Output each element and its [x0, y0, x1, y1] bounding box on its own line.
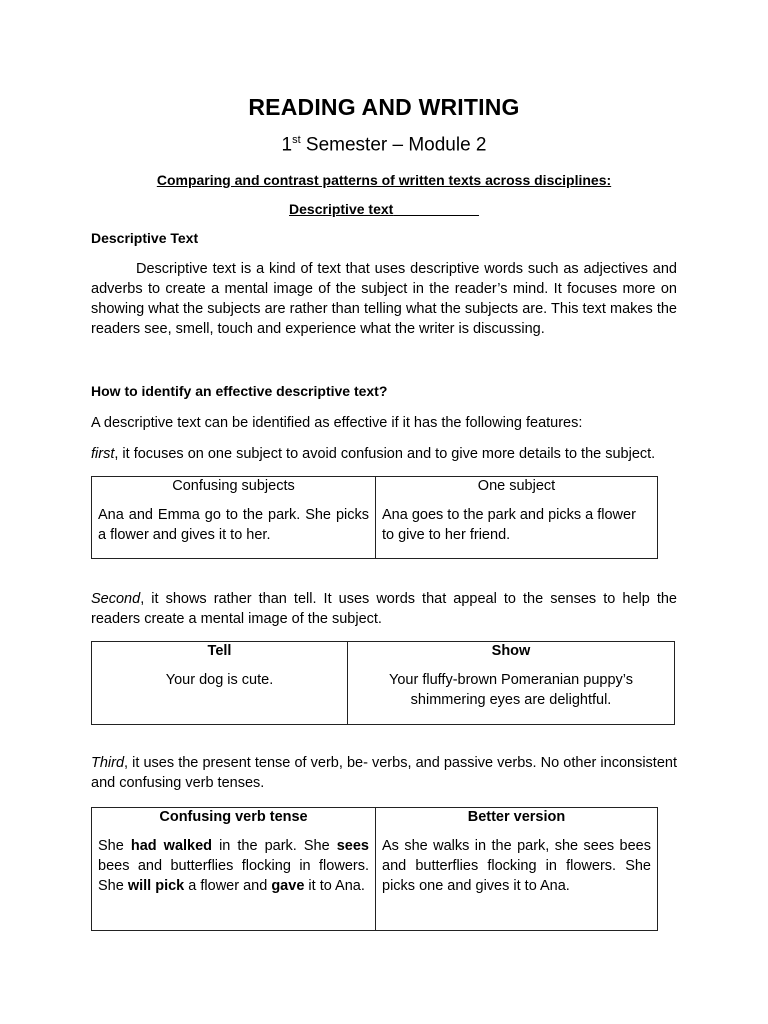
feature-first-text: , it focuses on one subject to avoid confusion and to give more details to the subject. [114, 446, 656, 462]
document-subtitle [0, 134, 768, 156]
feature-second [91, 589, 677, 629]
table-tell-cell: Your dog is cute. [165, 672, 274, 688]
verb-gave: gave [271, 878, 305, 894]
table-tell-show-col2 [348, 642, 675, 725]
document-title: READING AND WRITING [248, 94, 520, 120]
intro-paragraph: A descriptive text can be identified as effective if it has the following features: [91, 415, 583, 431]
feature-first-lead: first [91, 446, 115, 462]
table-subjects-header-1: Confusing subjects [166, 477, 301, 495]
topic-heading: Comparing and contrast patterns of written texts across disciplines: [156, 172, 612, 188]
table-subjects-col1 [92, 477, 376, 559]
table-verb-tense-cell-2: As she walks in the park, she sees bees and butterflies flocking in flowers. She picks one and gives it to Ana. [382, 838, 651, 894]
table-verb-tense-col1 [92, 808, 376, 931]
descriptive-text-paragraph: Descriptive text is a kind of text that uses descriptive words such as adjectives and adverbs to create a mental image of the subject in the reader’s mind. It focuses more on showing what the subjects are rather than telling what the subjects are. This text makes the readers see, smell, touch and experience what the writer is discussing. [91, 261, 677, 337]
verb-text-4: a flower and [184, 878, 272, 894]
verb-text-5: it to Ana. [304, 878, 365, 894]
section-heading-descriptive-text: Descriptive Text [91, 230, 199, 246]
table-subjects-cell-1: Ana and Emma go to the park. She picks a flower and gives it to her. [98, 507, 369, 543]
subtitle-text: Semester – Module 2 [300, 134, 487, 156]
verb-text-1: She [98, 838, 131, 854]
table-verb-tense-header-2: Better version [462, 808, 572, 826]
verb-text-3: bees and butterflies flocking in flowers. She [98, 858, 369, 894]
table-tell-show-col1 [92, 642, 348, 725]
table-show-header: Show [486, 642, 537, 660]
table-tell-show [91, 641, 675, 725]
table-verb-tense-header-1: Confusing verb tense [153, 808, 313, 826]
table-subjects-cell-2: Ana goes to the park and picks a flower to give to her friend. [382, 507, 636, 543]
feature-second-lead: Second [91, 591, 141, 607]
subtitle-suffix: st [292, 134, 301, 146]
verb-will-pick: will pick [127, 878, 185, 894]
table-subjects-col2 [376, 477, 658, 559]
table-verb-tense-col2 [376, 808, 658, 931]
table-show-cell: Your fluffy-brown Pomeranian puppy’s shimmering eyes are delightful. [389, 672, 633, 708]
verb-sees: sees [336, 838, 369, 854]
subtopic-heading [0, 201, 768, 217]
subtitle-number: 1 [281, 134, 293, 156]
feature-third [91, 753, 677, 793]
feature-third-text: , it uses the present tense of verb, be- verbs, and passive verbs. No other inconsistent and confusing verb tenses. [91, 755, 677, 791]
verb-text-2: in the park. She [212, 838, 337, 854]
table-subjects [91, 476, 658, 559]
section-heading-identify: How to identify an effective descriptive text? [91, 383, 388, 399]
subtopic-blank: ___________ [393, 201, 479, 217]
table-tell-header: Tell [202, 642, 238, 660]
verb-had-walked: had walked [130, 838, 213, 854]
table-verb-tense [91, 807, 658, 931]
table-verb-tense-cell-1 [92, 820, 375, 900]
feature-third-lead: Third [91, 755, 125, 771]
table-subjects-header-2: One subject [472, 477, 561, 495]
feature-second-text: , it shows rather than tell. It uses words that appeal to the senses to help the readers create a mental image of the subject. [91, 591, 677, 627]
feature-first [91, 444, 655, 464]
subtopic-label: Descriptive text [289, 201, 394, 217]
